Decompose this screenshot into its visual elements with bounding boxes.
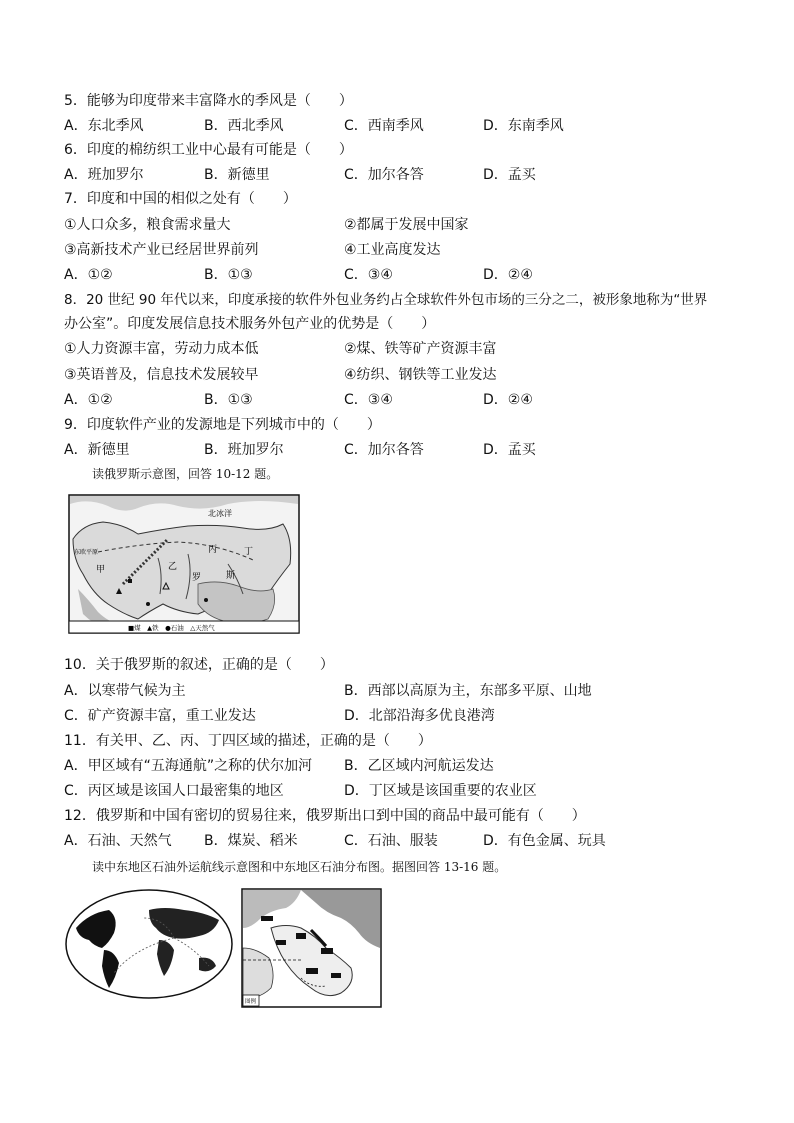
q9-option-b[interactable]: B．班加罗尔 bbox=[204, 442, 284, 458]
q11-option-c[interactable]: C．丙区域是该国人口最密集的地区 bbox=[64, 783, 284, 799]
q8-option-d[interactable]: D．②④ bbox=[483, 392, 533, 408]
world-oil-route-map bbox=[64, 888, 234, 1000]
q12-option-a[interactable]: A．石油、天然气 bbox=[64, 833, 172, 849]
q6-option-d[interactable]: D．孟买 bbox=[483, 167, 536, 183]
q11-option-d[interactable]: D．丁区域是该国重要的农业区 bbox=[344, 783, 537, 799]
q12-option-d[interactable]: D．有色金属、玩具 bbox=[483, 833, 606, 849]
q7-statement-1: ①人口众多，粮食需求量大 bbox=[64, 217, 231, 233]
russia-map bbox=[68, 494, 300, 634]
q10-option-b[interactable]: B．西部以高原为主，东部多平原、山地 bbox=[344, 683, 592, 699]
q11-option-b[interactable]: B．乙区域内河航运发达 bbox=[344, 758, 494, 774]
russia-map-legend: ■煤 ▲铁 ●石油 △天然气 bbox=[128, 624, 215, 632]
q8-option-c[interactable]: C．③④ bbox=[344, 392, 393, 408]
question-8-stem-line2: 办公室”。印度发展信息技术服务外包产业的优势是（ ） bbox=[64, 316, 436, 332]
q7-statement-4: ④工业高度发达 bbox=[344, 242, 441, 258]
q9-option-d[interactable]: D．孟买 bbox=[483, 442, 536, 458]
question-7-stem: 7．印度和中国的相似之处有（ ） bbox=[64, 191, 297, 207]
q10-option-d[interactable]: D．北部沿海多优良港湾 bbox=[344, 708, 495, 724]
q8-statement-2: ②煤、铁等矿产资源丰富 bbox=[344, 341, 497, 357]
q5-option-b[interactable]: B．西北季风 bbox=[204, 118, 284, 134]
q7-statement-2: ②都属于发展中国家 bbox=[344, 217, 469, 233]
region-yi-label: 乙 bbox=[168, 562, 178, 572]
question-12-stem: 12．俄罗斯和中国有密切的贸易往来，俄罗斯出口到中国的商品中最可能有（ ） bbox=[64, 808, 586, 824]
q8-statement-3: ③英语普及，信息技术发展较早 bbox=[64, 367, 259, 383]
q7-option-a[interactable]: A．①② bbox=[64, 267, 113, 283]
q8-option-b[interactable]: B．①③ bbox=[204, 392, 253, 408]
q7-statement-3: ③高新技术产业已经居世界前列 bbox=[64, 242, 259, 258]
q7-option-d[interactable]: D．②④ bbox=[483, 267, 533, 283]
east-european-plain-label: 东欧平原 bbox=[74, 549, 99, 556]
mideast-map-legend: 图例 bbox=[245, 999, 257, 1005]
arctic-ocean-label: 北冰洋 bbox=[208, 509, 232, 518]
region-ding-label: 丁 bbox=[244, 547, 254, 557]
q5-option-d[interactable]: D．东南季风 bbox=[483, 118, 564, 134]
q10-option-c[interactable]: C．矿产资源丰富，重工业发达 bbox=[64, 708, 256, 724]
mideast-map-intro: 读中东地区石油外运航线示意图和中东地区石油分布图。据图回答 13-16 题。 bbox=[92, 860, 507, 874]
q5-option-c[interactable]: C．西南季风 bbox=[344, 118, 424, 134]
question-8-stem-line1: 8．20 世纪 90 年代以来，印度承接的软件外包业务约占全球软件外包市场的三分之二，被形象地称为“世界 bbox=[64, 292, 708, 308]
question-5-stem: 5．能够为印度带来丰富降水的季风是（ ） bbox=[64, 93, 353, 109]
russia-label-luo: 罗 bbox=[192, 573, 202, 583]
russia-label-si: 斯 bbox=[226, 571, 236, 581]
q9-option-a[interactable]: A．新德里 bbox=[64, 442, 130, 458]
q7-option-b[interactable]: B．①③ bbox=[204, 267, 253, 283]
q9-option-c[interactable]: C．加尔各答 bbox=[344, 442, 424, 458]
q6-option-b[interactable]: B．新德里 bbox=[204, 167, 270, 183]
q8-statement-4: ④纺织、钢铁等工业发达 bbox=[344, 367, 497, 383]
question-6-stem: 6．印度的棉纺织工业中心最有可能是（ ） bbox=[64, 142, 353, 158]
q12-option-b[interactable]: B．煤炭、稻米 bbox=[204, 833, 298, 849]
q12-option-c[interactable]: C．石油、服装 bbox=[344, 833, 438, 849]
q8-option-a[interactable]: A．①② bbox=[64, 392, 113, 408]
q6-option-a[interactable]: A．班加罗尔 bbox=[64, 167, 144, 183]
region-jia-label: 甲 bbox=[96, 565, 106, 575]
russia-map-intro: 读俄罗斯示意图，回答 10-12 题。 bbox=[92, 467, 279, 481]
q10-option-a[interactable]: A．以寒带气候为主 bbox=[64, 683, 186, 699]
q7-option-c[interactable]: C．③④ bbox=[344, 267, 393, 283]
question-11-stem: 11．有关甲、乙、丙、丁四区域的描述，正确的是（ ） bbox=[64, 733, 432, 749]
region-bing-label: 丙 bbox=[208, 545, 218, 555]
q11-option-a[interactable]: A．甲区域有“五海通航”之称的伏尔加河 bbox=[64, 758, 313, 774]
q6-option-c[interactable]: C．加尔各答 bbox=[344, 167, 424, 183]
question-10-stem: 10．关于俄罗斯的叙述，正确的是（ ） bbox=[64, 657, 334, 673]
q5-option-a[interactable]: A．东北季风 bbox=[64, 118, 144, 134]
mideast-oil-distribution-map bbox=[241, 888, 382, 1008]
question-9-stem: 9．印度软件产业的发源地是下列城市中的（ ） bbox=[64, 417, 381, 433]
q8-statement-1: ①人力资源丰富，劳动力成本低 bbox=[64, 341, 259, 357]
